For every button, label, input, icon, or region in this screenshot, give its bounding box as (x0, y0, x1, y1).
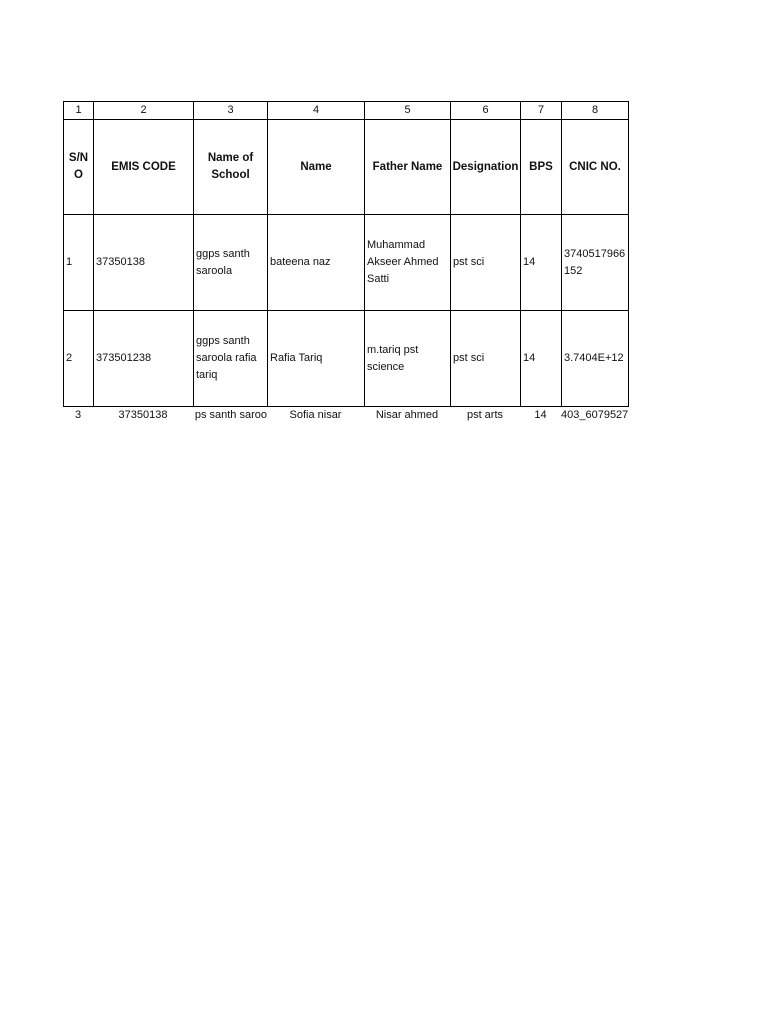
header-designation: Designation (451, 120, 521, 215)
cell-sno: 3 (74, 409, 82, 421)
cell-designation: pst arts (466, 409, 504, 421)
cell-cnic: 3.7404E+12 (562, 311, 629, 407)
cell-school: ggps santh saroola (194, 215, 268, 311)
cell-emis-code: 373501238 (94, 311, 194, 407)
table-row (63, 407, 628, 424)
cell-bps: 14 (534, 409, 547, 421)
cell-designation: pst sci (451, 311, 521, 407)
cell-emis-code: 37350138 (94, 215, 194, 311)
column-number: 5 (365, 102, 451, 120)
cell-sno: 1 (64, 215, 94, 311)
header-sno: S/N O (64, 120, 94, 215)
column-number-row (64, 102, 629, 120)
cell-father-name: m.tariq pst science (365, 311, 451, 407)
cell-name: Rafia Tariq (268, 311, 365, 407)
column-number: 8 (562, 102, 629, 120)
cell-school: ggps santh saroola rafia tariq (194, 311, 268, 407)
header-bps: BPS (521, 120, 562, 215)
header-cnic: CNIC NO. (562, 120, 629, 215)
cell-school: ps santh saroo (194, 409, 267, 421)
table-row (64, 215, 629, 311)
cell-bps: 14 (521, 215, 562, 311)
cell-cnic: 3740517966 152 (562, 215, 629, 311)
cell-designation: pst sci (451, 215, 521, 311)
header-name: Name (268, 120, 365, 215)
cell-bps: 14 (521, 311, 562, 407)
column-number: 1 (64, 102, 94, 120)
header-row (64, 120, 629, 215)
column-number: 2 (94, 102, 194, 120)
cell-sno: 2 (64, 311, 94, 407)
column-number: 7 (521, 102, 562, 120)
column-number: 6 (451, 102, 521, 120)
cell-name: Sofia nisar (289, 409, 342, 421)
table-row (64, 311, 629, 407)
spreadsheet (63, 101, 629, 424)
header-emis-code: EMIS CODE (94, 120, 194, 215)
column-number: 3 (194, 102, 268, 120)
unbordered-row-table (63, 407, 628, 424)
cell-father-name: Muhammad Akseer Ahmed Satti (365, 215, 451, 311)
cell-emis-code: 37350138 (118, 409, 168, 421)
column-number: 4 (268, 102, 365, 120)
header-father-name: Father Name (365, 120, 451, 215)
cell-cnic: 403_6079527 (561, 409, 629, 421)
cell-name: bateena naz (268, 215, 365, 311)
staff-table (63, 101, 629, 407)
header-school: Name of School (194, 120, 268, 215)
cell-father-name: Nisar ahmed (375, 409, 439, 421)
